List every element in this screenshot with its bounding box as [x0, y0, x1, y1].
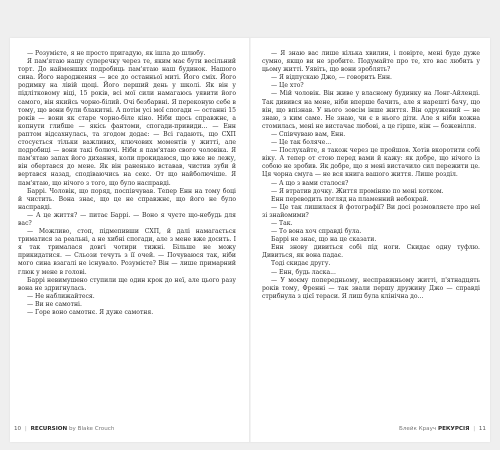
- paragraph: — Послухайте, я також через це пройшов. Хотів вкоротити собі віку. А тепер от стою перед вами й кажу: як добре, що нічого із собою не зробив. Як добре, що я мені вистачило сил пережити це. Ця чорна смуга — не вся книга вашого життя. Лише розділ.: [262, 147, 480, 179]
- paragraph: — А це життя? — питає Баррі. — Воно я чуєте що-небудь для вас?: [18, 211, 236, 227]
- paragraph: Баррі невимушено ступили ще один крок до неї, але цього разу вона не здригнулась.: [18, 276, 236, 292]
- paragraph: — Це хто?: [271, 82, 304, 90]
- paragraph: Баррі. Чоловік, що поряд, поспівчував. Тепер Енн на тому боці й чистить. Вона знає, що це не справжнє, що його не було насправді.: [18, 187, 236, 211]
- right-page-text: [262, 50, 480, 410]
- paragraph: — Це так боляче...: [271, 139, 332, 147]
- left-page-text: [18, 50, 236, 410]
- page-number: 11: [478, 426, 486, 432]
- paragraph: — Можливо, стоп, підмепивши СХП, й далі намагається триматися за реальні, а не хибні спогади, але з мене вже досить. І я так трималася довгі чотири тижні. Більше не можу прикидатися. — Сльози течуть з її очей. — Почуваюся так, ніби мого сина взагалі не існувало. Розумієте? Він — лише примарний глюк у мене в голові.: [18, 228, 236, 276]
- book-author: Блейк Крауч: [399, 426, 437, 432]
- paragraph: — Я втратив дочку. Життя проміняю по мені котком.: [271, 187, 444, 195]
- book-title: RECURSION: [30, 426, 68, 432]
- paragraph: — То вона хоч справді була.: [271, 228, 362, 236]
- paragraph: — Енн, будь ласка...: [271, 268, 336, 276]
- book-author: by Blake Crouch: [69, 426, 115, 432]
- paragraph: — Співчуваю вам, Енн.: [271, 130, 346, 138]
- book-gutter: [249, 38, 251, 442]
- page-number: 10: [14, 426, 22, 432]
- footer-separator: |: [24, 426, 27, 432]
- paragraph: — Я відпускаю Джо, — говорить Енн.: [271, 74, 392, 82]
- paragraph: Енн переводить погляд на пламенний небокрай.: [271, 195, 429, 203]
- paragraph: — А що з вами сталося?: [271, 179, 349, 187]
- right-page-footer: [258, 424, 486, 434]
- paragraph: — Горе воно самотнє. Я дуже самотня.: [27, 309, 154, 316]
- paragraph: — Розумієте, я не просто пригадую, як ішла до шлюбу.: [27, 50, 206, 57]
- paragraph: Я пам'ятаю нашу суперечку через те, яким має бути весільний торт. До найменших подробиць пам'ятаю наш будинок. Нашого сина. Його народження — все до останньої миті. Його сміх. Його родимку на лівій щоці. Його перший день у школі. Як він у підлітковому віці, 15 років, всі мої сили намагаюсь уявити його самого, він якийсь чорно-білий. Очі безбарвні. Я переконую себе в тому, що вони були блакитні. А потім усі мої спогади — останні 15 років — вони як старе чорно-біле кіно. Ніби щось справжнє, а копнути глибше — якісь фантоми, спогади-привиди... — Енн раптом відсахнулась, та згодом додає: — Всі гадають, що СХП стосується тільки важливих, ключових моментів у житті, але подробиці — вони такі болючі. Ніби я пам'ятаю свого чоловіка. Я пам'ятаю запах його дихання, коли прокидаюся, що вже не лежу, він обертався до мене. Як він раненько вставав, чистив зуби й вертався назад, сподіваючись на секс. От що найболючіше. Я пам'ятаю, що нічого з того, що було насправді.: [18, 58, 236, 187]
- footer-separator: |: [473, 426, 476, 432]
- paragraph: — Мій чоловік. Він живе у власному будинку на Лонг-Айленді. Так дивився на мене, ніби вперше бачить, але я нарешті бачу, що він, що впізнав. У нього зовсім інше життя. Він одружений — не знаю, з ким саме. Не знаю, чи є в нього діти. Але я ніби кожна стомилась, мені не вистачає любові, а це гірше, ніж — божевілля.: [262, 90, 480, 130]
- paragraph: — Не наближайтеся.: [27, 292, 95, 300]
- paragraph: — Це так лишилася й фотографії? Ви досі розмовляєте про неї зі знайомими?: [262, 203, 480, 219]
- paragraph: Баррі не знає, що на це сказати.: [271, 236, 377, 244]
- paragraph: — Я знаю вас лише кілька хвилин, і повірте, мені буде дуже сумно, якщо ви не зробите. Подумайте про те, хто вас любить у цьому житті. Уявіть, що вони зроблять?: [262, 50, 480, 74]
- book-title: РЕКУРСІЯ: [438, 426, 470, 432]
- paragraph: Енн знову дивиться собі під ноги. Скидає одну туфлю. Дивиться, як вона падає.: [262, 244, 480, 260]
- paragraph: — Так.: [271, 219, 293, 227]
- left-page-footer: [14, 424, 242, 434]
- paragraph: — У моєму попередньому, несправжньому житті, п'ятнадцять років тому, Френні — так звали першу дружину Джо — справді стрибнула з цієї тераси. Я лиш була клінічна до...: [262, 276, 480, 300]
- paragraph: Тоді скидає другу.: [271, 260, 331, 268]
- paragraph: — Ви не самотні.: [27, 300, 82, 308]
- book-spread: [10, 38, 490, 442]
